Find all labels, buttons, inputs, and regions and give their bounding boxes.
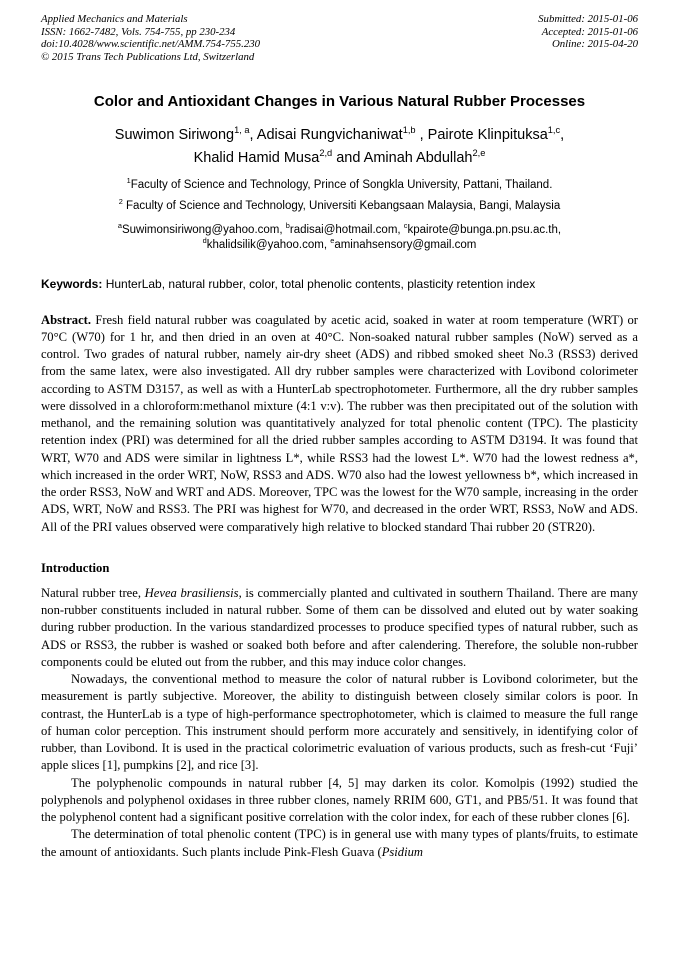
intro-paragraph-1: Natural rubber tree, Hevea brasiliensis, is commercially planted and cultivated in southern Thailand. There are many non-rubber constituents included in natural rubber. Some of them can be dissolved and eluted out by water soaking during rubber production. In the various standardized processes to produce specified types of natural rubber, such as ADS or RSS3, the rubber is washed or soaked both before and after calendering. Therefore, the soluble non-rubber components could be eluted out from the rubber, and this may induce color changes. [41,585,638,669]
accepted-date: Accepted: 2015-01-06 [541,25,638,38]
keywords-line: Keywords: HunterLab, natural rubber, color, total phenolic contents, plasticity retention index [41,276,536,291]
intro-paragraph-3: The polyphenolic compounds in natural rubber [4, 5] may darken its color. Komolpis (1992) studied the polyphenols and polyphenol oxidases in three rubber clones, namely RRIM 600, GT1, and PB5/51. It was found that the polyphenol content had a significant positive correlation with the color index, for each of these rubber clones [6]. [41,775,638,825]
authors-line-2: Khalid Hamid Musa$^{2,d}$ and Aminah Abdullah$^{2,e}$ [193,147,486,166]
author-emails-block [41,223,638,254]
section-heading-introduction: Introduction [41,560,110,575]
journal-copyright-line: © 2015 Trans Tech Publications Ltd, Switzerland [41,50,255,63]
author-emails-line-2: $^d$khalidsilik@yahoo.com, $^e$aminahsensory@gmail.com [202,236,477,252]
affiliation-2: $^2$ Faculty of Science and Technology, Universiti Kebangsaan Malaysia, Bangi, Malaysia [118,197,561,212]
online-date: Online: 2015-04-20 [551,38,638,51]
intro-paragraph-2: Nowadays, the conventional method to measure the color of natural rubber is Lovibond colorimeter, but the measurement is partly subjective. Moreover, the ability to distinguish between closely similar colors is poor. In contrast, the HunterLab is a type of high-performance spectrophotometer, which is claimed to measure the full range of human color perception. This instrument should perform more accurately and sensitively, in identifying color of rubber, than Lovibond. It is used in the practical colorimetric evaluation of various products, such as fresh-cut ‘Fuji’ apple slices [1], pumpkins [2], and rice [3]. [41,672,638,773]
abstract-paragraph: Abstract. Fresh field natural rubber was coagulated by acetic acid, soaked in water at room temperature (WRT) or 70°C (W70) for 1 hr, and then dried in an oven at 40°C. Non-soaked natural rubber samples (NoW) served as a control. Two grades of natural rubber, namely air-dry sheet (ADS) and ribbed smoked sheet No.3 (RSS3) derived from the same latex, were also investigated. All dry rubber samples were characterized with Lovibond colorimeter according to ASTM D3157, as well as with a HunterLab spectrophotometer. Furthermore, all the dry rubber samples were dissolved in a chloroform:methanol mixture (4:1 v:v). The rubber was then precipitated out of the solution with methanol, and the remaining solution was quantitatively analyzed for total phenolic content (TPC). The plasticity retention index (PRI) was determined for all the dried rubber samples according to ASTM D3194. It was found that WRT, W70 and ADS were similar in lightness L*, while RSS3 had the lowest L*. W70 had the lowest redness a*, which increased in the order WRT, NoW, RSS3 and ADS. W70 also had the lowest yellowness b*, which increased in the order RSS3, NoW and WRT and ADS. Moreover, TPC was the lowest for the W70 sample, increasing in the order ADS, WRT, NoW and RSS3. The PRI was highest for W70, and decreased in the order WRT, RSS3, NoW and ADS. All of the PRI values observed were comparatively high relative to blocked standard Thai rubber 20 (STR20). [41,312,638,534]
journal-header [41,13,638,63]
affiliations-block [41,176,638,212]
author-emails-line-1: $^a$Suwimonsiriwong@yahoo.com, $^b$radisai@hotmail.com, $^c$kpairote@bunga.pn.psu.ac.th, [117,221,562,236]
submission-dates [538,13,638,63]
authors-block [41,124,638,170]
submitted-date: Submitted: 2015-01-06 [538,13,638,25]
intro-paragraph-4: The determination of total phenolic content (TPC) is in general use with many types of plants/fruits, to estimate the amount of antioxidants. Such plants include Pink-Flesh Guava (Psidium [41,827,638,859]
journal-title: Applied Mechanics and Materials [41,13,188,25]
journal-info [41,13,260,63]
journal-issn-line: ISSN: 1662-7482, Vols. 754-755, pp 230-234 [41,25,236,38]
affiliation-1: $^1$Faculty of Science and Technology, Prince of Songkla University, Pattani, Thailand. [126,176,553,191]
journal-doi-line: doi:10.4028/www.scientific.net/AMM.754-755.230 [41,38,261,51]
paper-title: Color and Antioxidant Changes in Various Natural Rubber Processes [93,93,586,111]
authors-line-1: Suwimon Siriwong$^{1, a}$, Adisai Rungvichaniwat$^{1,b}$ , Pairote Klinpituksa$^{1,c}$, [114,124,565,143]
